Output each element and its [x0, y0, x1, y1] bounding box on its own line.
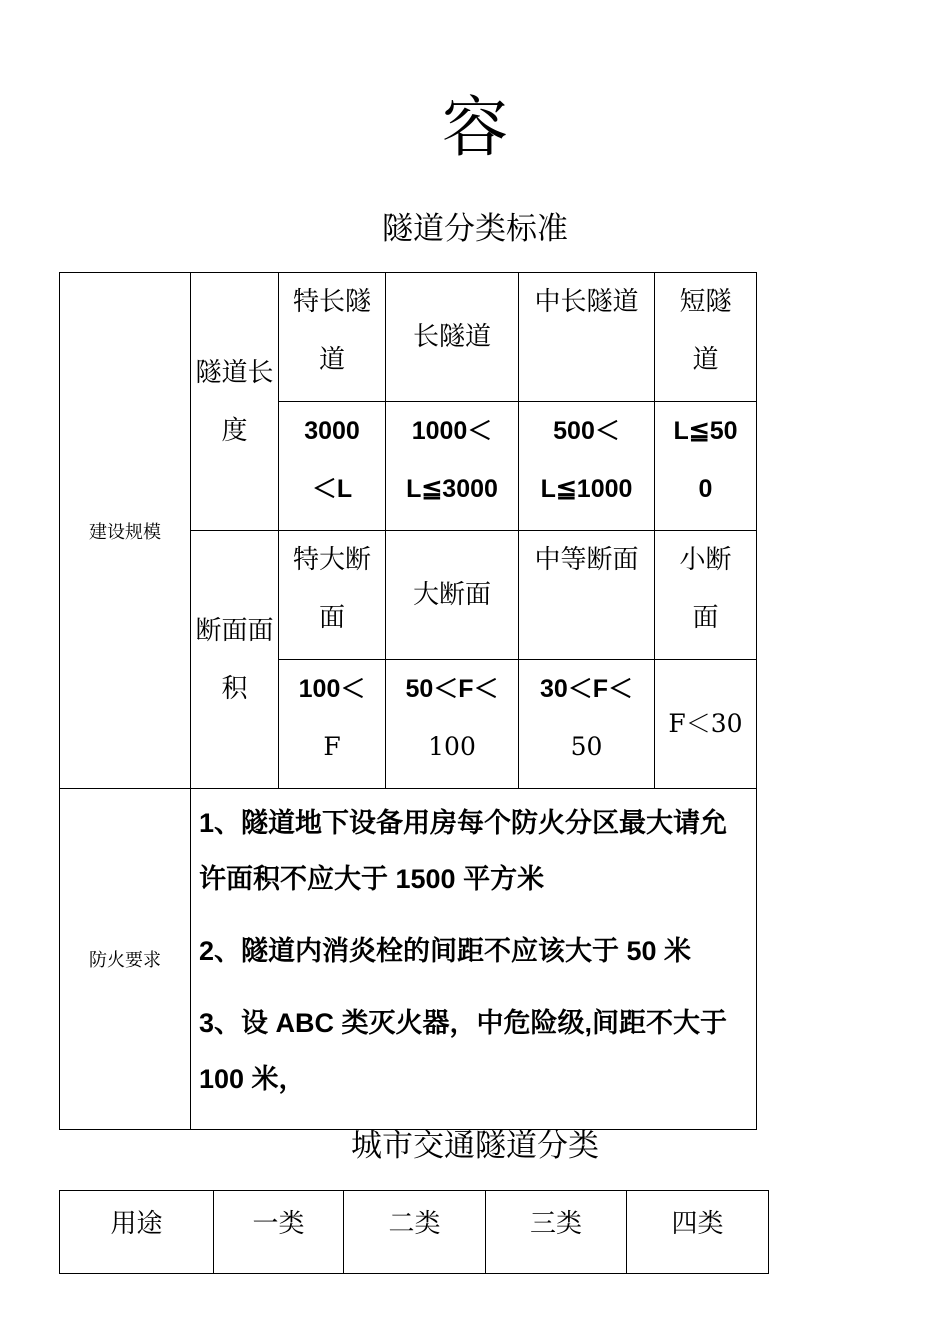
header-class-1: 一类: [214, 1191, 344, 1274]
header-class-4: 四类: [627, 1191, 769, 1274]
category-medium-long: 中长隧道: [519, 273, 655, 402]
fire-requirements-cell: 防火要求: [60, 789, 191, 1130]
length-range-long: [386, 402, 519, 531]
range-line: L≦1000: [540, 475, 633, 503]
category-large-section: 大断面: [386, 531, 519, 660]
length-range-short: [655, 402, 757, 531]
fire-item-3: 3、设 ABC 类灭火器，中危险级,间距不大于 100 米，: [199, 1008, 728, 1094]
section-area-text: 断面面积: [195, 615, 274, 704]
section-area-label: [191, 531, 279, 789]
range-line: L≦3000: [406, 475, 498, 503]
construction-scale-cell: 建设规模: [60, 273, 191, 789]
range-line: 100＜: [298, 675, 366, 703]
range-line: 0: [698, 475, 713, 503]
category-medium-section: 中等断面: [519, 531, 655, 660]
fire-item-2: 2、隧道内消炎栓的间距不应该大于 50 米: [199, 936, 692, 966]
range-line: 50＜F＜: [405, 675, 499, 703]
category-long: 长隧道: [386, 273, 519, 402]
length-range-medium-long: [519, 402, 655, 531]
fire-requirements-list: [191, 789, 757, 1130]
fire-item-1: 1、隧道地下设备用房每个防火分区最大请允许面积不应大于 1500 平方米: [199, 808, 728, 894]
range-line: 100: [428, 732, 476, 761]
category-small-section: 小断面: [655, 531, 757, 660]
range-line: F: [323, 732, 341, 761]
area-range-extra-large: [279, 660, 386, 789]
heading-character: 容: [442, 89, 508, 166]
tunnel-classification-table: [59, 272, 757, 1130]
range-line: ＜L: [311, 475, 353, 503]
header-purpose: 用途: [60, 1191, 214, 1274]
length-range-extra-long: [279, 402, 386, 531]
urban-tunnel-classification-table: [59, 1190, 769, 1274]
range-line: L≦50: [673, 417, 738, 445]
range-line: 500＜: [553, 417, 620, 445]
category-extra-large-section: 特大断面: [279, 531, 386, 660]
tunnel-length-text: 隧道长度: [195, 357, 274, 446]
tunnel-classification-title: 隧道分类标准: [382, 211, 568, 247]
area-range-medium: [519, 660, 655, 789]
urban-tunnel-classification-title: 城市交通隧道分类: [351, 1128, 599, 1164]
tunnel-length-label: [191, 273, 279, 531]
range-line: F＜30: [668, 709, 743, 738]
range-line: 3000: [304, 417, 360, 445]
header-class-3: 三类: [486, 1191, 627, 1274]
category-short: 短隧道: [655, 273, 757, 402]
range-line: 30＜F＜: [539, 675, 634, 703]
area-range-small: [655, 660, 757, 789]
header-class-2: 二类: [344, 1191, 486, 1274]
range-line: 50: [570, 732, 603, 761]
area-range-large: [386, 660, 519, 789]
range-line: 1000＜: [411, 417, 493, 445]
category-extra-long: 特长隧道: [279, 273, 386, 402]
